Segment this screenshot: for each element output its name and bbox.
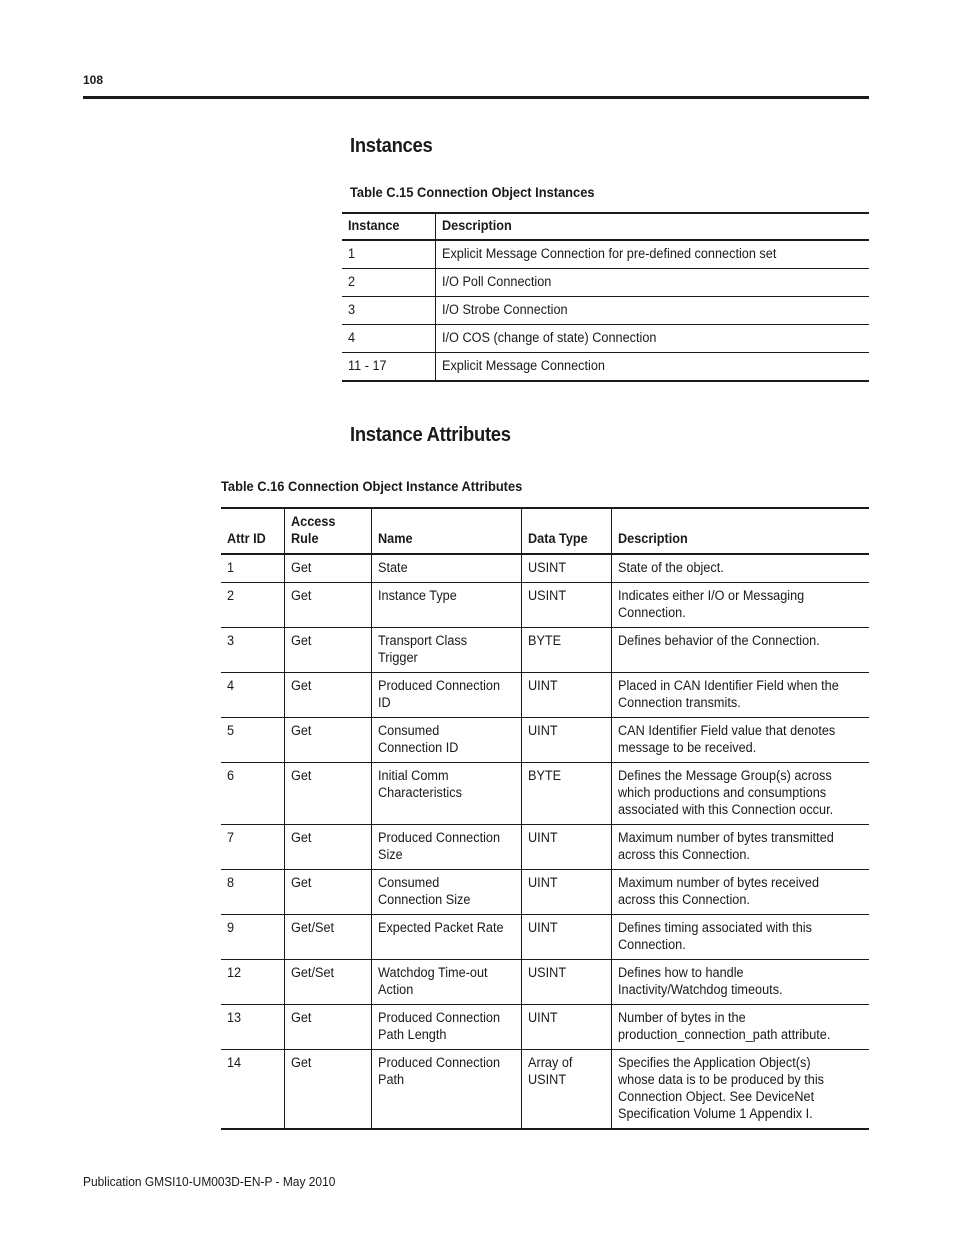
table-row xyxy=(342,269,869,297)
cell-description xyxy=(611,1005,869,1050)
cell-text: UINT xyxy=(527,830,558,845)
cell-attr-id xyxy=(221,583,284,628)
cell-text: UINT xyxy=(527,920,558,935)
cell-attr-id xyxy=(221,915,284,960)
table-row xyxy=(342,297,869,325)
cell-text: 3 xyxy=(227,633,235,648)
cell-attr-id xyxy=(221,1005,284,1050)
cell-text: 7 xyxy=(227,830,235,845)
cell-instance xyxy=(342,269,435,297)
cell-data-type xyxy=(521,1050,611,1130)
cell-instance xyxy=(342,240,435,269)
cell-data-type xyxy=(521,1005,611,1050)
cell-text: 12 xyxy=(227,965,242,980)
cell-text: 1 xyxy=(348,246,356,261)
cell-text: Get xyxy=(290,588,311,603)
table-row xyxy=(221,825,869,870)
cell-text: UINT xyxy=(527,875,558,890)
cell-text: Instance Type xyxy=(377,588,457,603)
cell-description xyxy=(611,960,869,1005)
cell-text: Maximum number of bytes received across this Connection. xyxy=(617,875,819,907)
cell-name xyxy=(371,960,521,1005)
cell-description xyxy=(611,554,869,583)
cell-name xyxy=(371,628,521,673)
cell-name xyxy=(371,915,521,960)
cell-text: Get xyxy=(290,678,311,693)
cell-text: 5 xyxy=(227,723,235,738)
table-row xyxy=(221,718,869,763)
cell-text: I/O Strobe Connection xyxy=(441,302,568,317)
cell-attr-id xyxy=(221,763,284,825)
cell-instance xyxy=(342,297,435,325)
cell-text: 2 xyxy=(227,588,235,603)
cell-description xyxy=(435,325,869,353)
cell-attr-id xyxy=(221,1050,284,1130)
cell-text: Defines timing associated with this Connection. xyxy=(617,920,812,952)
cell-description xyxy=(611,673,869,718)
cell-description xyxy=(611,915,869,960)
cell-text: Defines behavior of the Connection. xyxy=(617,633,820,648)
instance-attributes-table xyxy=(221,507,869,1130)
cell-access-rule xyxy=(284,583,371,628)
cell-text: I/O COS (change of state) Connection xyxy=(441,330,656,345)
cell-text: BYTE xyxy=(527,633,561,648)
cell-text: Defines how to handle Inactivity/Watchdog timeouts. xyxy=(617,965,783,997)
table-header-row xyxy=(342,213,869,240)
cell-access-rule xyxy=(284,628,371,673)
cell-text: Number of bytes in the production_connection_path attribute. xyxy=(617,1010,830,1042)
cell-text: USINT xyxy=(527,965,566,980)
cell-name xyxy=(371,583,521,628)
table-row xyxy=(342,325,869,353)
cell-data-type xyxy=(521,554,611,583)
cell-text: 9 xyxy=(227,920,235,935)
table-row xyxy=(221,1050,869,1130)
cell-access-rule xyxy=(284,763,371,825)
column-header-label: Description xyxy=(617,531,688,546)
cell-text: 14 xyxy=(227,1055,242,1070)
cell-text: Get/Set xyxy=(290,965,334,980)
cell-text: Get xyxy=(290,723,311,738)
table-row xyxy=(221,960,869,1005)
cell-data-type xyxy=(521,583,611,628)
cell-description xyxy=(435,297,869,325)
cell-data-type xyxy=(521,825,611,870)
cell-data-type xyxy=(521,673,611,718)
column-header-label: Data Type xyxy=(527,531,588,546)
cell-text: State of the object. xyxy=(617,560,724,575)
cell-name xyxy=(371,673,521,718)
cell-description xyxy=(611,870,869,915)
column-header-data-type xyxy=(521,508,611,554)
cell-text: UINT xyxy=(527,678,558,693)
cell-text: Get xyxy=(290,768,311,783)
column-header-attr-id xyxy=(221,508,284,554)
cell-text: Maximum number of bytes transmitted across this Connection. xyxy=(617,830,834,862)
column-header-instance xyxy=(342,213,435,240)
cell-access-rule xyxy=(284,554,371,583)
cell-text: Get xyxy=(290,830,311,845)
instance-attributes-heading: Instance Attributes xyxy=(350,424,511,446)
cell-description xyxy=(435,269,869,297)
cell-text: Get xyxy=(290,560,311,575)
cell-text: Indicates either I/O or Messaging Connection. xyxy=(617,588,804,620)
table-row xyxy=(221,673,869,718)
table-c16-caption: Table C.16 Connection Object Instance Attributes xyxy=(221,478,523,494)
cell-data-type xyxy=(521,915,611,960)
column-header-description xyxy=(611,508,869,554)
column-header-label: Access Rule xyxy=(290,514,335,546)
cell-text: 8 xyxy=(227,875,235,890)
table-row xyxy=(221,554,869,583)
cell-text: CAN Identifier Field value that denotes message to be received. xyxy=(617,723,835,755)
column-header-label: Attr ID xyxy=(227,531,266,546)
cell-data-type xyxy=(521,628,611,673)
cell-description xyxy=(435,353,869,382)
cell-access-rule xyxy=(284,870,371,915)
cell-text: Get xyxy=(290,1010,311,1025)
cell-text: Produced Connection Path Length xyxy=(377,1010,500,1042)
cell-text: Get/Set xyxy=(290,920,334,935)
instances-heading: Instances xyxy=(350,135,433,157)
cell-access-rule xyxy=(284,718,371,763)
column-header-name xyxy=(371,508,521,554)
cell-text: 13 xyxy=(227,1010,242,1025)
cell-text: UINT xyxy=(527,723,558,738)
cell-attr-id xyxy=(221,870,284,915)
cell-text: UINT xyxy=(527,1010,558,1025)
column-header-description xyxy=(435,213,869,240)
cell-text: 3 xyxy=(348,302,356,317)
table-row xyxy=(221,870,869,915)
page-number: 108 xyxy=(83,73,104,87)
cell-description xyxy=(611,628,869,673)
cell-description xyxy=(611,763,869,825)
cell-text: 6 xyxy=(227,768,235,783)
cell-attr-id xyxy=(221,628,284,673)
cell-text: 4 xyxy=(227,678,235,693)
cell-text: Explicit Message Connection xyxy=(441,358,605,373)
cell-text: Transport Class Trigger xyxy=(377,633,467,665)
cell-text: Consumed Connection Size xyxy=(377,875,470,907)
cell-attr-id xyxy=(221,960,284,1005)
cell-attr-id xyxy=(221,673,284,718)
cell-name xyxy=(371,870,521,915)
cell-name xyxy=(371,554,521,583)
cell-attr-id xyxy=(221,718,284,763)
cell-data-type xyxy=(521,718,611,763)
column-header-access-rule xyxy=(284,508,371,554)
cell-text: 11 - 17 xyxy=(348,358,387,373)
table-row xyxy=(342,240,869,269)
cell-text: Produced Connection Size xyxy=(377,830,500,862)
table-row xyxy=(221,583,869,628)
cell-text: Initial Comm Characteristics xyxy=(377,768,462,800)
cell-data-type xyxy=(521,870,611,915)
column-header-label: Name xyxy=(377,531,413,546)
cell-text: Watchdog Time-out Action xyxy=(377,965,488,997)
cell-access-rule xyxy=(284,1050,371,1130)
column-header-label: Description xyxy=(441,218,512,233)
cell-attr-id xyxy=(221,825,284,870)
table-header-row xyxy=(221,508,869,554)
cell-description xyxy=(611,718,869,763)
cell-text: USINT xyxy=(527,588,566,603)
table-row xyxy=(342,353,869,382)
cell-instance xyxy=(342,325,435,353)
cell-text: 4 xyxy=(348,330,356,345)
cell-text: Get xyxy=(290,633,311,648)
cell-text: BYTE xyxy=(527,768,561,783)
connection-instances-table xyxy=(342,212,869,382)
cell-text: Consumed Connection ID xyxy=(377,723,458,755)
cell-attr-id xyxy=(221,554,284,583)
cell-name xyxy=(371,718,521,763)
cell-data-type xyxy=(521,960,611,1005)
cell-text: Placed in CAN Identifier Field when the Connection transmits. xyxy=(617,678,839,710)
cell-name xyxy=(371,763,521,825)
cell-description xyxy=(611,583,869,628)
cell-data-type xyxy=(521,763,611,825)
cell-description xyxy=(435,240,869,269)
table-c15-caption: Table C.15 Connection Object Instances xyxy=(350,184,595,200)
header-rule xyxy=(83,96,869,99)
cell-text: I/O Poll Connection xyxy=(441,274,551,289)
cell-name xyxy=(371,1050,521,1130)
cell-text: Produced Connection ID xyxy=(377,678,500,710)
cell-name xyxy=(371,825,521,870)
cell-name xyxy=(371,1005,521,1050)
cell-instance xyxy=(342,353,435,382)
cell-text: Specifies the Application Object(s) whose data is to be produced by this Connection Object. See DeviceNet Specification Volume 1 Appendix I. xyxy=(617,1055,824,1121)
cell-text: State xyxy=(377,560,408,575)
cell-text: 2 xyxy=(348,274,356,289)
column-header-label: Instance xyxy=(348,218,400,233)
cell-text: Get xyxy=(290,1055,311,1070)
cell-access-rule xyxy=(284,673,371,718)
cell-description xyxy=(611,1050,869,1130)
table-row xyxy=(221,1005,869,1050)
cell-text: 1 xyxy=(227,560,235,575)
cell-text: Defines the Message Group(s) across which productions and consumptions associated with this Connection occur. xyxy=(617,768,833,817)
table-row xyxy=(221,763,869,825)
cell-access-rule xyxy=(284,915,371,960)
table-row xyxy=(221,628,869,673)
cell-access-rule xyxy=(284,1005,371,1050)
cell-text: Explicit Message Connection for pre-defined connection set xyxy=(441,246,776,261)
cell-access-rule xyxy=(284,825,371,870)
cell-access-rule xyxy=(284,960,371,1005)
cell-description xyxy=(611,825,869,870)
cell-text: Expected Packet Rate xyxy=(377,920,504,935)
publication-footer: Publication GMSI10-UM003D-EN-P - May 2010 xyxy=(83,1174,336,1189)
table-row xyxy=(221,915,869,960)
cell-text: Get xyxy=(290,875,311,890)
cell-text: Array of USINT xyxy=(527,1055,572,1087)
cell-text: Produced Connection Path xyxy=(377,1055,500,1087)
cell-text: USINT xyxy=(527,560,566,575)
